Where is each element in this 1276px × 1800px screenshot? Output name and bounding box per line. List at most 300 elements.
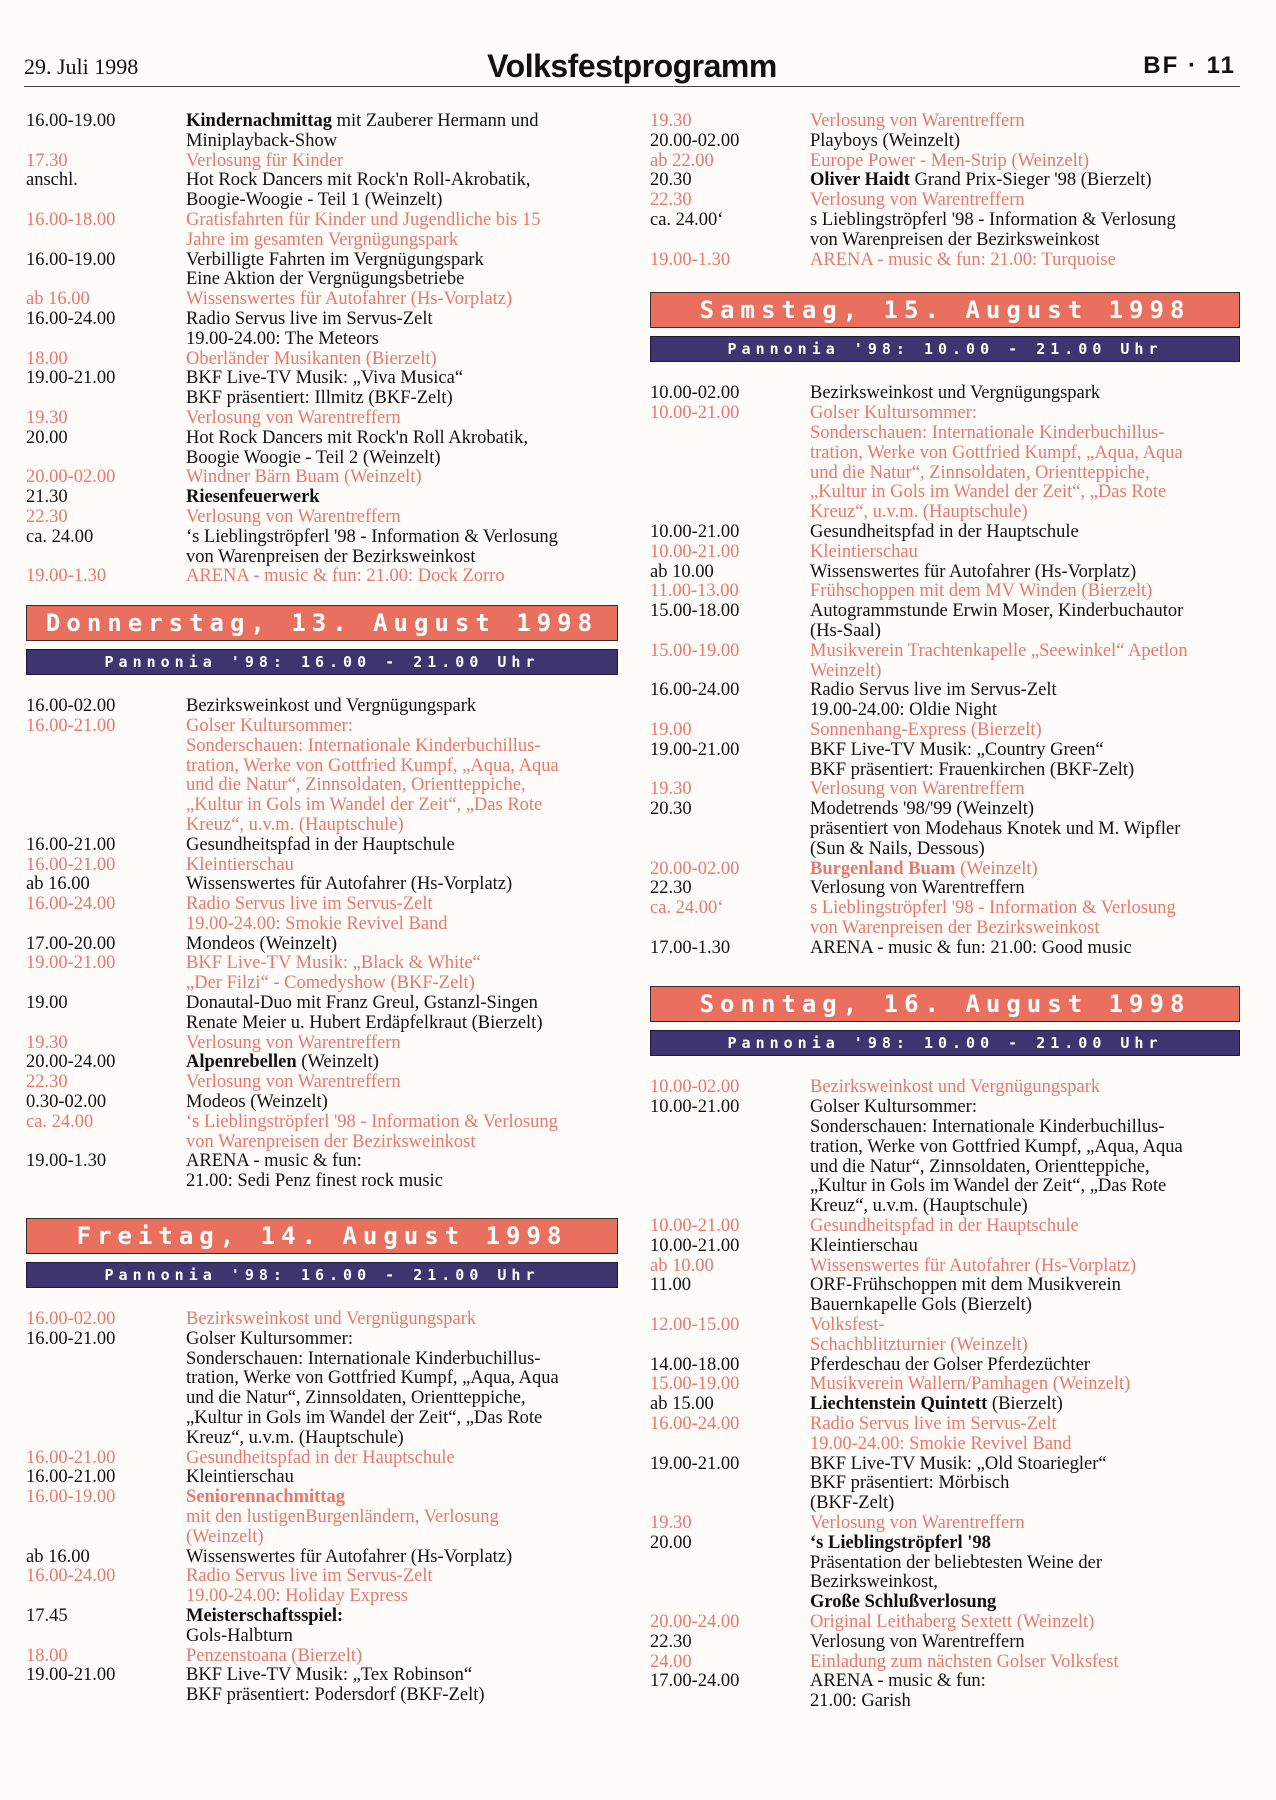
schedule-entry [26, 697, 624, 717]
entry-time: ab 10.00 [650, 561, 714, 582]
entry-description: 19.00-24.00: The Meteors [186, 328, 379, 349]
entry-description: 21.00: Garish [810, 1691, 911, 1712]
entry-time [26, 191, 186, 211]
schedule-entry [26, 1607, 624, 1627]
entry-time: 19.30 [26, 407, 68, 428]
entry-time: ab 16.00 [26, 289, 90, 310]
schedule-entry [650, 741, 1246, 761]
schedule-entry [650, 1237, 1246, 1257]
schedule-entry [650, 464, 1246, 484]
entry-description: Kleintierschau [186, 1467, 294, 1488]
entry-description: s Lieblingströpferl '98 - Information & Verlosung [810, 209, 1176, 230]
entry-description: Kreuz“, u.v.m. (Hauptschule) [186, 814, 404, 835]
schedule-entry [26, 429, 624, 449]
entry-description: und die Natur“, Zinnsoldaten, Orientteppiche, [186, 775, 526, 796]
schedule-entry [650, 404, 1246, 424]
entry-time [26, 449, 186, 469]
schedule-entry [650, 1138, 1246, 1158]
issue-date: 29. Juli 1998 [24, 54, 139, 79]
entry-description: Verbilligte Fahrten im Vergnügungspark [186, 249, 484, 270]
schedule-entry [26, 251, 624, 271]
entry-time: 16.00-21.00 [26, 1467, 116, 1488]
schedule-entry [650, 602, 1246, 622]
entry-time: 16.00-18.00 [26, 209, 116, 230]
entry-description: Penzenstoana (Bierzelt) [186, 1645, 363, 1666]
schedule-entry [650, 1692, 1246, 1712]
schedule-entry [650, 112, 1246, 132]
schedule-entry [650, 1633, 1246, 1653]
entry-time: 19.00-21.00 [650, 739, 740, 760]
entry-time [26, 270, 186, 290]
entry-description: Autogrammstunde Erwin Moser, Kinderbuchautor [810, 601, 1184, 622]
schedule-entry [26, 310, 624, 330]
entry-description: (Weinzelt) [186, 1526, 264, 1547]
entry-description: ARENA - music & fun: 21.00: Dock Zorro [186, 566, 505, 587]
entry-time: 10.00-21.00 [650, 1235, 740, 1256]
entry-time: 17.30 [26, 150, 68, 171]
entry-time: 12.00-15.00 [650, 1315, 740, 1336]
entry-description: BKF Live-TV Musik: „Old Stoariegler“ [810, 1453, 1107, 1474]
entry-description: von Warenpreisen der Bezirksweinkost [186, 1131, 476, 1152]
schedule-entry [650, 820, 1246, 840]
schedule-entry [26, 1369, 624, 1389]
schedule-entry [650, 681, 1246, 701]
entry-description: ARENA - music & fun: [810, 1671, 986, 1692]
entry-description: 19.00-24.00: Smokie Revivel Band [186, 913, 448, 934]
entry-description: Präsentation der beliebtesten Weine der [810, 1552, 1103, 1573]
entry-time: 19.00-1.30 [26, 1151, 107, 1172]
entry-time [650, 444, 810, 464]
entry-time: 22.30 [26, 1072, 68, 1093]
entry-time: 0.30-02.00 [26, 1092, 107, 1113]
page-header [24, 48, 1240, 87]
entry-description: tration, Werke von Gottfried Kumpf, „Aqua, Aqua [186, 1368, 559, 1389]
entry-time [26, 1172, 186, 1192]
entry-description: BKF präsentiert: Illmitz (BKF-Zelt) [186, 388, 453, 409]
entry-description: Boogie-Woogie - Teil 1 (Weinzelt) [186, 190, 443, 211]
entry-description: Wissenswertes für Autofahrer (Hs-Vorplatz) [186, 289, 513, 310]
entry-time: 15.00-18.00 [650, 601, 740, 622]
entry-description: BKF Live-TV Musik: „Country Green“ [810, 739, 1104, 760]
entry-description: und die Natur“, Zinnsoldaten, Orientteppiche, [186, 1388, 526, 1409]
schedule-entry [26, 895, 624, 915]
schedule-entry [26, 389, 624, 409]
entry-description: Sonderschauen: Internationale Kinderbuchillus- [186, 1348, 541, 1369]
entry-description: BKF präsentiert: Frauenkirchen (BKF-Zelt) [810, 759, 1135, 780]
entry-description: Jahre im gesamten Vergnügungspark [186, 229, 459, 250]
entry-time [650, 1435, 810, 1455]
entry-time [650, 1118, 810, 1138]
entry-time [26, 1587, 186, 1607]
schedule-entry [650, 582, 1246, 602]
schedule-entry [650, 1573, 1246, 1593]
entry-time: 19.30 [650, 1513, 692, 1534]
schedule-entry [26, 776, 624, 796]
sunday-schedule [650, 1078, 1246, 1712]
entry-description: „Kultur in Gols im Wandel der Zeit“, „Das Rote [810, 482, 1167, 503]
entry-time: 19.00 [650, 719, 692, 740]
entry-description: Golser Kultursommer: [810, 403, 977, 424]
entry-time: ab 22.00 [650, 150, 714, 171]
entry-description: BKF präsentiert: Mörbisch [810, 1473, 1010, 1494]
entry-time: ca. 24.00 [26, 1111, 94, 1132]
entry-time [26, 1014, 186, 1034]
entry-time: 17.00-24.00 [650, 1671, 740, 1692]
entry-time: 10.00-21.00 [650, 1097, 740, 1118]
schedule-entry [26, 350, 624, 370]
entry-time: 20.30 [650, 799, 692, 820]
entry-description: Verlosung von Warentreffern [186, 407, 401, 428]
schedule-entry [26, 488, 624, 508]
entry-time: 20.00 [650, 1532, 692, 1553]
entry-time [650, 662, 810, 682]
saturday-schedule [650, 384, 1246, 958]
schedule-entry [650, 503, 1246, 523]
day-banner-friday: Freitag, 14. August 1998 [26, 1218, 618, 1254]
entry-description: Verlosung von Warentreffern [186, 506, 401, 527]
schedule-entry [26, 1528, 624, 1548]
entry-time [26, 915, 186, 935]
entry-description: Kreuz“, u.v.m. (Hauptschule) [810, 502, 1028, 523]
entry-description: BKF Live-TV Musik: „Black & White“ [186, 953, 481, 974]
entry-description: Schachblitzturnier (Weinzelt) [810, 1334, 1028, 1355]
entry-time: 20.00-02.00 [650, 130, 740, 151]
schedule-entry [26, 757, 624, 777]
pannonia-banner-sunday: Pannonia '98: 10.00 - 21.00 Uhr [650, 1030, 1240, 1056]
entry-time: 20.00-24.00 [650, 1612, 740, 1632]
entry-time: 16.00-24.00 [26, 1566, 116, 1587]
schedule-entry [26, 567, 624, 587]
entry-time [650, 1494, 810, 1514]
schedule-entry [650, 211, 1246, 231]
entry-description: Große Schlußverlosung [810, 1592, 997, 1613]
entry-description: Golser Kultursommer: [810, 1097, 977, 1118]
entry-description: Kreuz“, u.v.m. (Hauptschule) [186, 1427, 404, 1448]
entry-description: Sonderschauen: Internationale Kinderbuchillus- [810, 422, 1165, 443]
entry-description: Verlosung von Warentreffern [810, 190, 1025, 211]
entry-time [26, 1389, 186, 1409]
entry-description: Gesundheitspfad in der Hauptschule [186, 1447, 455, 1468]
entry-description: Radio Servus live im Servus-Zelt [810, 680, 1057, 701]
entry-time: 19.30 [26, 1032, 68, 1053]
entry-description: Volksfest- [810, 1315, 885, 1336]
schedule-entry [650, 1593, 1246, 1613]
schedule-entry [26, 915, 624, 935]
schedule-entry [650, 642, 1246, 662]
schedule-entry [650, 543, 1246, 563]
entry-description: Weinzelt) [810, 660, 882, 681]
entry-time [26, 1350, 186, 1370]
entry-time [26, 389, 186, 409]
day-banner-saturday: Samstag, 15. August 1998 [650, 292, 1240, 328]
entry-time: 22.30 [650, 1631, 692, 1652]
schedule-entry [26, 1152, 624, 1172]
entry-time: 10.00-21.00 [650, 1216, 740, 1237]
entry-description: Golser Kultursommer: [186, 715, 353, 736]
entry-time [26, 974, 186, 994]
schedule-entry [650, 1395, 1246, 1415]
entry-description: „Kultur in Gols im Wandel der Zeit“, „Das Rote [186, 795, 543, 816]
entry-description: Eine Aktion der Vergnügungsbetriebe [186, 269, 465, 290]
entry-description: Gesundheitspfad in der Hauptschule [810, 521, 1079, 542]
entry-description: Bezirksweinkost, [810, 1572, 938, 1593]
entry-description: Verlosung von Warentreffern [810, 1631, 1025, 1652]
entry-time: 19.30 [650, 111, 692, 131]
entry-description: Alpenrebellen (Weinzelt) [186, 1052, 379, 1073]
entry-description: Verlosung von Warentreffern [186, 1072, 401, 1093]
schedule-entry [650, 191, 1246, 211]
schedule-entry [650, 1672, 1246, 1692]
schedule-entry [650, 563, 1246, 583]
friday-schedule [26, 1310, 624, 1706]
schedule-entry [26, 1567, 624, 1587]
schedule-entry [650, 721, 1246, 741]
schedule-entry [650, 1474, 1246, 1494]
entry-time: 10.00-02.00 [650, 1077, 740, 1098]
entry-time: 10.00-21.00 [650, 541, 740, 562]
entry-time: 16.00-24.00 [650, 1414, 740, 1435]
entry-description: Musikverein Trachtenkapelle „Seewinkel“ Apetlon [810, 640, 1188, 661]
entry-description: „Der Filzi“ - Comedyshow (BKF-Zelt) [186, 973, 475, 994]
entry-description: Hot Rock Dancers mit Rock'n Roll-Akrobatik, [186, 170, 531, 191]
entry-description: Verlosung von Warentreffern [810, 779, 1025, 800]
entry-description: 19.00-24.00: Oldie Night [810, 700, 998, 721]
entry-time [650, 483, 810, 503]
entry-time [26, 132, 186, 152]
entry-time [650, 820, 810, 840]
entry-description: Wissenswertes für Autofahrer (Hs-Vorplatz) [186, 874, 513, 895]
entry-description: BKF Live-TV Musik: „Viva Musica“ [186, 368, 464, 389]
entry-description: „Kultur in Gols im Wandel der Zeit“, „Das Rote [186, 1408, 543, 1429]
entry-time [26, 1528, 186, 1548]
entry-description: Kleintierschau [186, 854, 294, 875]
entry-time [650, 1593, 810, 1613]
schedule-entry [26, 1113, 624, 1133]
entry-description: Kleintierschau [810, 541, 918, 562]
schedule-entry [650, 152, 1246, 172]
entry-time: 16.00-19.00 [26, 1487, 116, 1508]
schedule-entry [650, 483, 1246, 503]
entry-description: Miniplayback-Show [186, 130, 338, 151]
schedule-entry [26, 468, 624, 488]
entry-description: ORF-Frühschoppen mit dem Musikverein [810, 1275, 1121, 1296]
entry-description: tration, Werke von Gottfried Kumpf, „Aqua, Aqua [810, 442, 1183, 463]
entry-time: 22.30 [26, 506, 68, 527]
schedule-entry [26, 1389, 624, 1409]
entry-time [650, 701, 810, 721]
schedule-entry [650, 1276, 1246, 1296]
entry-time [26, 1429, 186, 1449]
schedule-entry [26, 1666, 624, 1686]
entry-time: 22.30 [650, 878, 692, 899]
entry-description: Bezirksweinkost und Vergnügungspark [810, 1077, 1101, 1098]
friday-continued-list [26, 112, 624, 587]
entry-description: ‘s Lieblingströpferl '98 - Information & Verlosung [186, 526, 558, 547]
entry-time: 16.00-21.00 [26, 854, 116, 875]
schedule-entry [26, 1409, 624, 1429]
entry-description: Bauernkapelle Gols (Bierzelt) [810, 1295, 1032, 1316]
entry-time: 19.00 [26, 993, 68, 1014]
schedule-entry [26, 1647, 624, 1667]
entry-description: tration, Werke von Gottfried Kumpf, „Aqua, Aqua [810, 1136, 1183, 1157]
entry-description: Radio Servus live im Servus-Zelt [186, 308, 433, 329]
entry-description: ‘s Lieblingströpferl '98 [810, 1532, 991, 1553]
entry-time [650, 1573, 810, 1593]
left-column [26, 112, 624, 1706]
right-column [650, 112, 1246, 1712]
friday-evening-list [650, 112, 1246, 270]
entry-description: Renate Meier u. Hubert Erdäpfelkraut (Bierzelt) [186, 1012, 543, 1033]
entry-description: Seniorennachmittag [186, 1487, 345, 1508]
schedule-entry [650, 939, 1246, 959]
entry-time: 11.00-13.00 [650, 581, 739, 602]
entry-time: 16.00-21.00 [26, 1328, 116, 1349]
entry-description: von Warenpreisen der Bezirksweinkost [810, 917, 1100, 938]
entry-time [650, 1177, 810, 1197]
entry-description: Boogie Woogie - Teil 2 (Weinzelt) [186, 447, 441, 468]
entry-time: ab 15.00 [650, 1394, 714, 1415]
entry-description: Musikverein Wallern/Pamhagen (Weinzelt) [810, 1374, 1131, 1395]
schedule-entry [650, 424, 1246, 444]
schedule-entry [650, 1375, 1246, 1395]
entry-description: Burgenland Buam (Weinzelt) [810, 858, 1038, 879]
schedule-entry [26, 152, 624, 172]
schedule-entry [650, 1296, 1246, 1316]
entry-description: und die Natur“, Zinnsoldaten, Orientteppiche, [810, 1156, 1150, 1177]
entry-time: 17.00-20.00 [26, 933, 116, 954]
entry-time [650, 503, 810, 523]
entry-time [650, 231, 810, 251]
entry-description: Bezirksweinkost und Vergnügungspark [186, 696, 477, 717]
entry-time [650, 761, 810, 781]
entry-time: 19.30 [650, 779, 692, 800]
entry-time: 19.00-1.30 [650, 249, 731, 270]
entry-time [650, 622, 810, 642]
entry-time [26, 1686, 186, 1706]
entry-time: 18.00 [26, 348, 68, 369]
entry-description: Gesundheitspfad in der Hauptschule [186, 834, 455, 855]
schedule-entry [650, 523, 1246, 543]
entry-time: ab 16.00 [26, 874, 90, 895]
entry-time: 16.00-21.00 [26, 1447, 116, 1468]
schedule-entry [26, 1686, 624, 1706]
schedule-entry [26, 1093, 624, 1113]
entry-description: Original Leithaberg Sextett (Weinzelt) [810, 1612, 1095, 1632]
entry-description: Hot Rock Dancers mit Rock'n Roll Akrobatik, [186, 427, 528, 448]
entry-time: 16.00-19.00 [26, 111, 116, 131]
schedule-entry [26, 1548, 624, 1568]
entry-description: Europe Power - Men-Strip (Weinzelt) [810, 150, 1090, 171]
schedule-entry [650, 899, 1246, 919]
schedule-entry [650, 1078, 1246, 1098]
entry-description: BKF präsentiert: Podersdorf (BKF-Zelt) [186, 1685, 485, 1706]
schedule-entry [26, 1587, 624, 1607]
schedule-entry [26, 1508, 624, 1528]
entry-time [26, 816, 186, 836]
entry-time [650, 464, 810, 484]
schedule-entry [650, 780, 1246, 800]
schedule-entry [26, 1073, 624, 1093]
schedule-entry [650, 171, 1246, 191]
entry-description: (BKF-Zelt) [810, 1493, 895, 1514]
entry-time: 24.00 [650, 1651, 692, 1672]
schedule-entry [26, 1468, 624, 1488]
entry-time [650, 1336, 810, 1356]
schedule-entry [650, 1217, 1246, 1237]
entry-time: 16.00-24.00 [26, 894, 116, 915]
entry-description: Radio Servus live im Servus-Zelt [186, 1566, 433, 1587]
entry-time: 19.00-21.00 [26, 953, 116, 974]
schedule-entry [650, 1118, 1246, 1138]
page-title: Volksfestprogramm [487, 48, 777, 84]
entry-time: 17.00-1.30 [650, 937, 731, 958]
schedule-entry [26, 1449, 624, 1469]
entry-time [26, 1508, 186, 1528]
entry-time: 18.00 [26, 1645, 68, 1666]
day-banner-sunday: Sonntag, 16. August 1998 [650, 986, 1240, 1022]
schedule-entry [26, 935, 624, 955]
entry-time [650, 1474, 810, 1494]
entry-description: s Lieblingströpferl '98 - Information & Verlosung [810, 898, 1176, 919]
entry-description: ‘s Lieblingströpferl '98 - Information & Verlosung [186, 1111, 558, 1132]
schedule-entry [26, 1429, 624, 1449]
entry-description: BKF Live-TV Musik: „Tex Robinson“ [186, 1665, 473, 1686]
entry-time: 11.00 [650, 1275, 691, 1296]
entry-time: ab 16.00 [26, 1546, 90, 1567]
entry-description: von Warenpreisen der Bezirksweinkost [186, 546, 476, 567]
entry-time [26, 757, 186, 777]
entry-description: Verlosung von Warentreffern [810, 1513, 1025, 1534]
schedule-entry [26, 231, 624, 251]
entry-time: 16.00-21.00 [26, 834, 116, 855]
entry-description: „Kultur in Gols im Wandel der Zeit“, „Das Rote [810, 1176, 1167, 1197]
entry-time: 16.00-19.00 [26, 249, 116, 270]
schedule-entry [26, 1014, 624, 1034]
schedule-entry [650, 1098, 1246, 1118]
schedule-entry [650, 132, 1246, 152]
pannonia-banner-thursday: Pannonia '98: 16.00 - 21.00 Uhr [26, 649, 618, 675]
entry-time: ab 10.00 [650, 1255, 714, 1276]
schedule-entry [26, 836, 624, 856]
entry-time [26, 1133, 186, 1153]
entry-description: (Hs-Saal) [810, 620, 881, 641]
entry-time: 14.00-18.00 [650, 1354, 740, 1375]
schedule-entry [26, 1053, 624, 1073]
entry-description: Mondeos (Weinzelt) [186, 933, 338, 954]
schedule-entry [26, 270, 624, 290]
schedule-entry [26, 954, 624, 974]
entry-description: Liechtenstein Quintett (Bierzelt) [810, 1394, 1063, 1415]
schedule-entry [26, 816, 624, 836]
entry-time [650, 1138, 810, 1158]
entry-description: Golser Kultursommer: [186, 1328, 353, 1349]
schedule-entry [26, 330, 624, 350]
entry-time: ca. 24.00‘ [650, 898, 724, 919]
schedule-entry [650, 251, 1246, 271]
entry-time [650, 919, 810, 939]
entry-description: Verlosung von Warentreffern [186, 1032, 401, 1053]
entry-description: 19.00-24.00: Smokie Revivel Band [810, 1433, 1072, 1454]
entry-description: Einladung zum nächsten Golser Volksfest [810, 1651, 1119, 1672]
entry-time [26, 1369, 186, 1389]
schedule-entry [26, 875, 624, 895]
schedule-entry [26, 796, 624, 816]
entry-description: präsentiert von Modehaus Knotek und M. Wipfler [810, 818, 1181, 839]
schedule-entry [26, 171, 624, 191]
schedule-entry [26, 1310, 624, 1330]
schedule-entry [26, 112, 624, 132]
schedule-entry [26, 1034, 624, 1054]
